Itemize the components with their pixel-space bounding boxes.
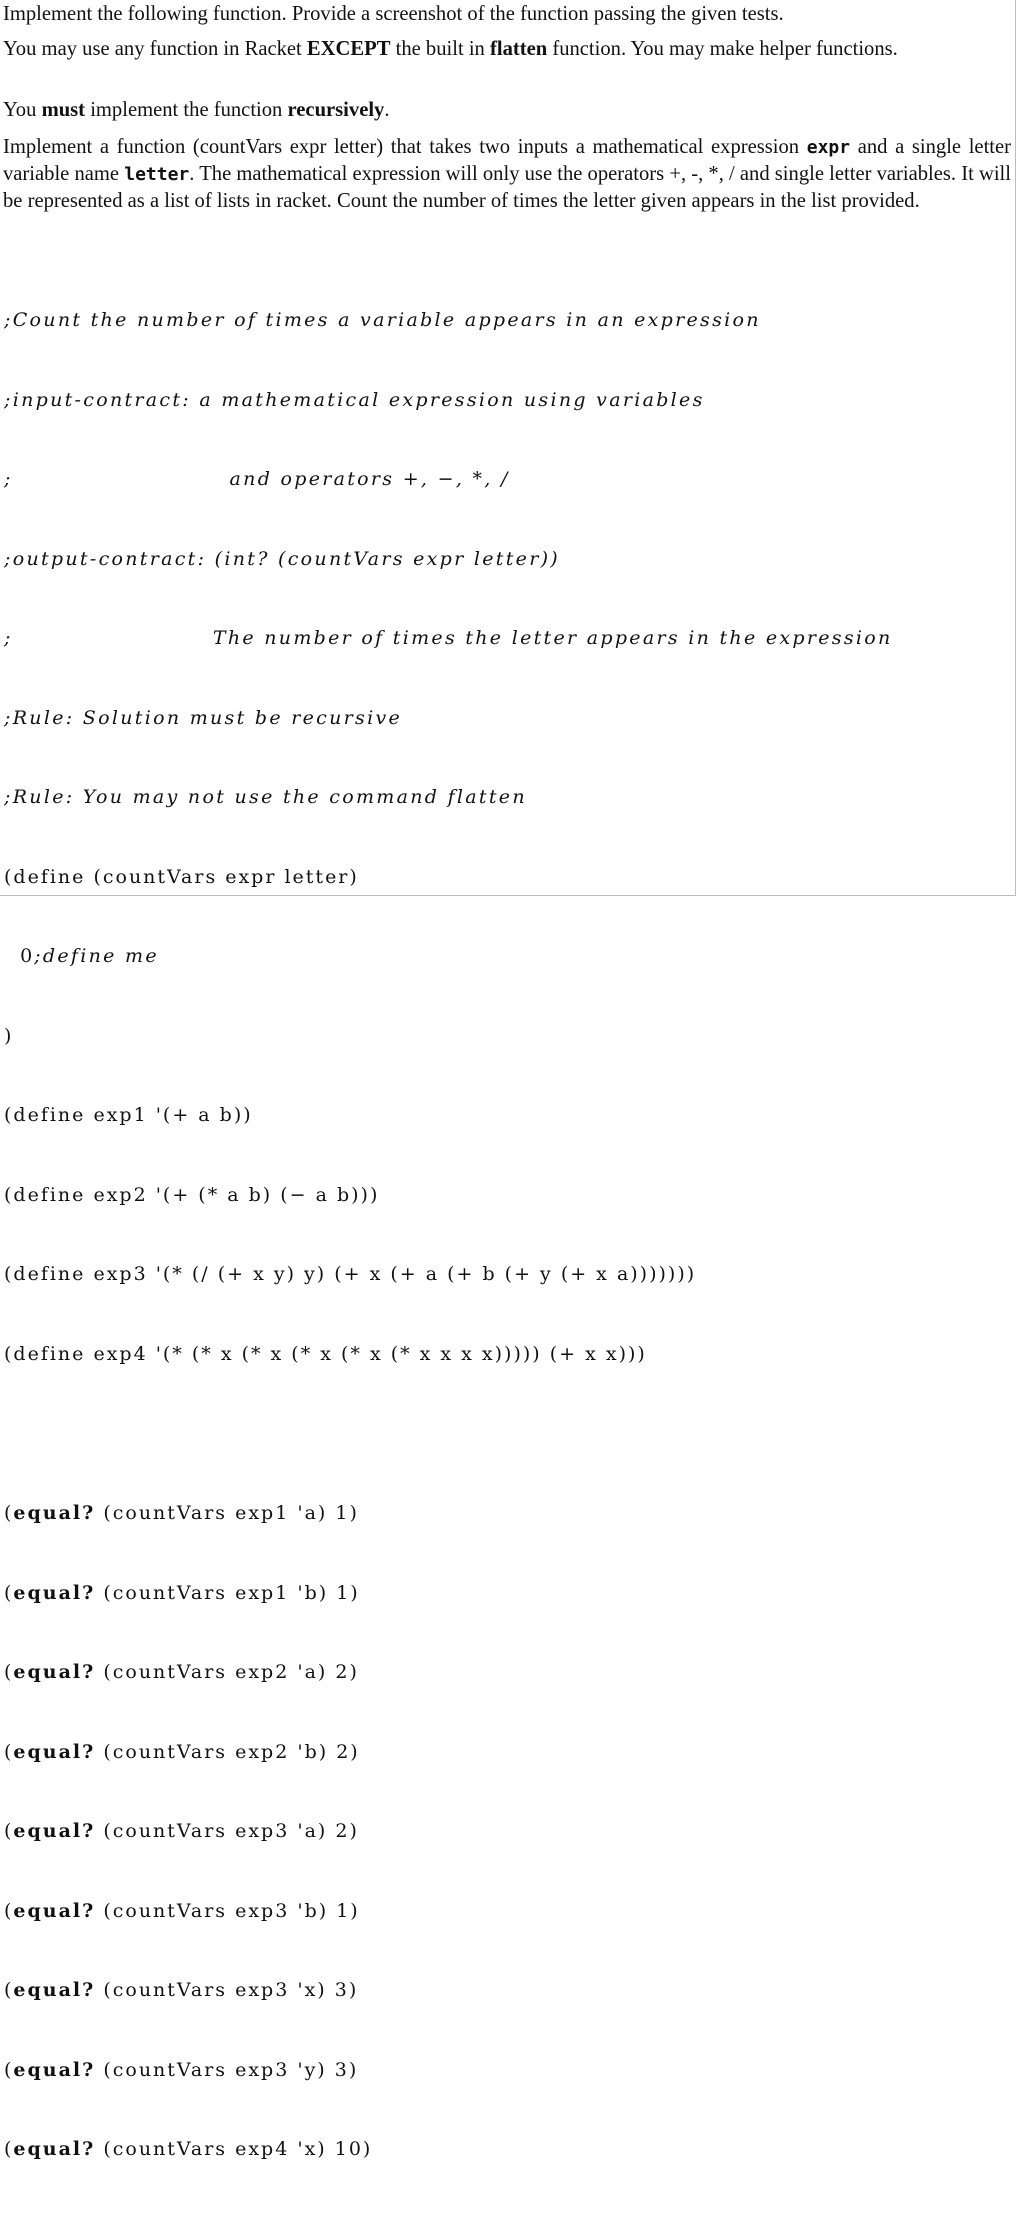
test-keyword: equal? [13,1740,96,1763]
instruction-paragraph-4 [3,134,1011,214]
instruction-text: Implement a function (countVars expr letter) that takes two inputs a mathematical expression [3,136,807,158]
test-keyword: equal? [13,2058,96,2081]
expression-definition: (define exp1 '(+ a b)) [4,1104,253,1126]
test-args: (countVars exp4 'x) 10) [95,2138,373,2160]
instruction-paragraph-2 [3,36,1011,62]
instruction-text: You may use any function in Racket [3,38,307,60]
test-keyword: equal? [13,1661,96,1683]
instruction-text: and a single letter variable name [3,136,1012,185]
blank-line [4,1420,1004,1447]
test-keyword: equal? [13,2138,96,2160]
function-body-line [4,943,1004,970]
emphasis-flatten: flatten [490,38,548,60]
emphasis-must: must [41,99,86,121]
instruction-text: the built in [390,38,490,60]
code-comment-line: ;Rule: Solution must be recursive [4,706,403,729]
instruction-text: You [3,99,42,121]
function-definition-header: (define (countVars expr letter) [4,865,359,888]
test-case: (equal? (countVars exp3 'y) 3) [4,2058,359,2081]
code-comment-line: ;Rule: You may not use the command flatten [4,786,527,808]
test-keyword: equal? [13,1502,96,1524]
function-body-comment: ;define me [34,945,159,967]
test-args: (countVars exp3 'y) 3) [95,2058,359,2081]
function-body-value: 0 [4,945,35,967]
test-keyword: equal? [13,1581,96,1604]
test-args: (countVars exp3 'a) 2) [95,1820,359,1842]
test-keyword: equal? [13,1979,96,2001]
code-comment-line: ;input-contract: a mathematical expression using variables [4,388,705,411]
code-listing [4,254,1004,2216]
instruction-paragraph-1 [3,1,1011,27]
code-term-expr: expr [806,137,851,158]
test-args: (countVars exp3 'x) 3) [95,1979,359,2001]
test-args: (countVars exp2 'b) 2) [95,1740,360,1763]
test-case: (equal? (countVars exp1 'b) 1) [4,1581,360,1604]
emphasis-except: EXCEPT [306,38,391,60]
instruction-text: Implement the following function. Provide a screenshot of the function passing the given tests. [3,3,784,25]
test-case: (equal? (countVars exp4 'x) 10) [4,2138,373,2160]
expression-definition: (define exp4 '(* (* x (* x (* x (* x (* x x x x))))) (+ x x))) [4,1342,647,1365]
test-keyword: equal? [13,1820,96,1842]
code-term-letter: letter [124,164,190,185]
instruction-text: . [384,99,390,121]
instruction-text: function. You may make helper functions. [547,38,898,60]
code-comment-line: ; and operators +, −, *, / [4,468,510,490]
test-args: (countVars exp2 'a) 2) [95,1661,359,1683]
code-comment-line: ;Count the number of times a variable appears in an expression [4,309,761,331]
test-args: (countVars exp1 'a) 1) [95,1502,359,1524]
expression-definition: (define exp2 '(+ (* a b) (− a b))) [4,1183,380,1206]
expression-definition: (define exp3 '(* (/ (+ x y) y) (+ x (+ a (+ b (+ y (+ x a))))))) [4,1263,697,1285]
test-case: (equal? (countVars exp3 'x) 3) [4,1979,359,2001]
function-close-paren: ) [4,1024,14,1047]
emphasis-recursively: recursively [287,99,385,121]
instruction-paragraph-3 [3,97,1011,123]
test-args: (countVars exp3 'b) 1) [95,1899,360,1922]
test-keyword: equal? [13,1899,96,1922]
code-comment-line: ;output-contract: (int? (countVars expr letter)) [4,547,560,570]
instruction-text: . The mathematical expression will only use the operators +, -, *, / and single letter variables. It will be represented as a list of lists in racket. Count the number of times the letter given appears in the list provided. [3,163,1012,212]
test-case: (equal? (countVars exp2 'b) 2) [4,1740,360,1763]
instruction-text: implement the function [85,99,288,121]
code-comment-line: ; The number of times the letter appears in the expression [4,627,893,649]
test-case: (equal? (countVars exp2 'a) 2) [4,1661,359,1683]
test-case: (equal? (countVars exp3 'a) 2) [4,1820,359,1842]
test-args: (countVars exp1 'b) 1) [95,1581,360,1604]
test-case: (equal? (countVars exp1 'a) 1) [4,1502,359,1524]
test-case: (equal? (countVars exp3 'b) 1) [4,1899,360,1922]
